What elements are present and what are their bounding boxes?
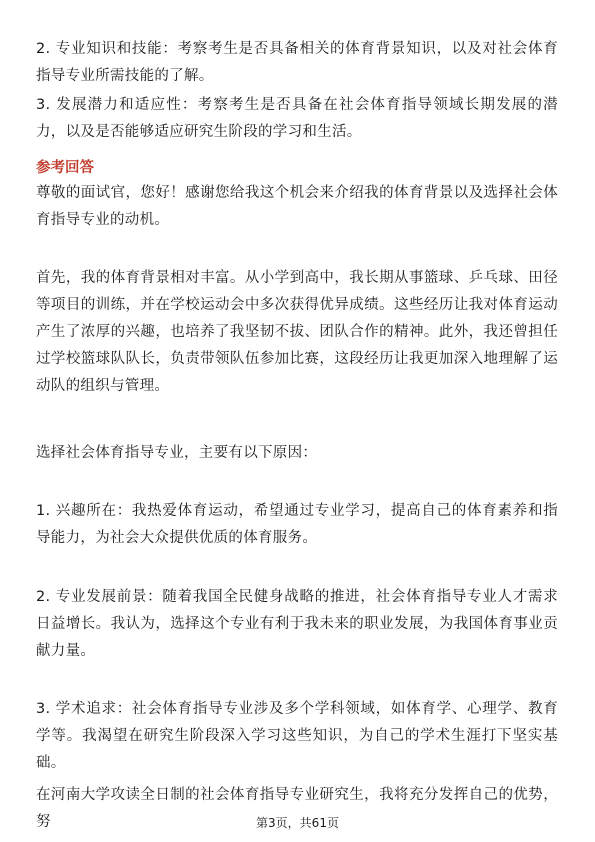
answer-reason-1: 1. 兴趣所在：我热爱体育运动，希望通过专业学习，提高自己的体育素养和指导能力，为社会大众提供优质的体育服务。 [36, 503, 558, 546]
criteria-item-2: 2. 专业知识和技能：考察考生是否具备相关的体育背景知识，以及对社会体育指导专业所需技能的了解。 [36, 41, 558, 84]
page-number-footer: 第3页，共61页 [256, 816, 339, 830]
answer-reason-2: 2. 专业发展前景：随着我国全民健身战略的推进，社会体育指导专业人才需求日益增长。我认为，选择这个专业有利于我未来的职业发展，为我国体育事业贡献力量。 [36, 589, 558, 659]
answer-heading: 参考回答 [36, 160, 94, 176]
answer-paragraph-greeting: 尊敬的面试官，您好！感谢您给我这个机会来介绍我的体育背景以及选择社会体育指导专业的动机。 [36, 185, 558, 228]
criteria-item-3: 3. 发展潜力和适应性：考察考生是否具备在社会体育指导领域长期发展的潜力，以及是否能够适应研究生阶段的学习和生活。 [36, 97, 558, 140]
answer-paragraph-reasons-intro: 选择社会体育指导专业，主要有以下原因： [36, 445, 318, 461]
answer-paragraph-closing: 在河南大学攻读全日制的社会体育指导专业研究生，我将充分发挥自己的优势，努 [36, 787, 558, 830]
answer-paragraph-background: 首先，我的体育背景相对丰富。从小学到高中，我长期从事篮球、乒乓球、田径等项目的训练，并在学校运动会中多次获得优异成绩。这些经历让我对体育运动产生了浓厚的兴趣，也培养了我坚韧不拔、团队合作的精神。此外，我还曾担任过学校篮球队队长，负责带领队伍参加比赛，这段经历让我更加深入地理解了运动队的组织与管理。 [36, 270, 558, 394]
answer-reason-3: 3. 学术追求：社会体育指导专业涉及多个学科领域，如体育学、心理学、教育学等。我渴望在研究生阶段深入学习这些知识，为自己的学术生涯打下坚实基础。 [36, 701, 558, 771]
